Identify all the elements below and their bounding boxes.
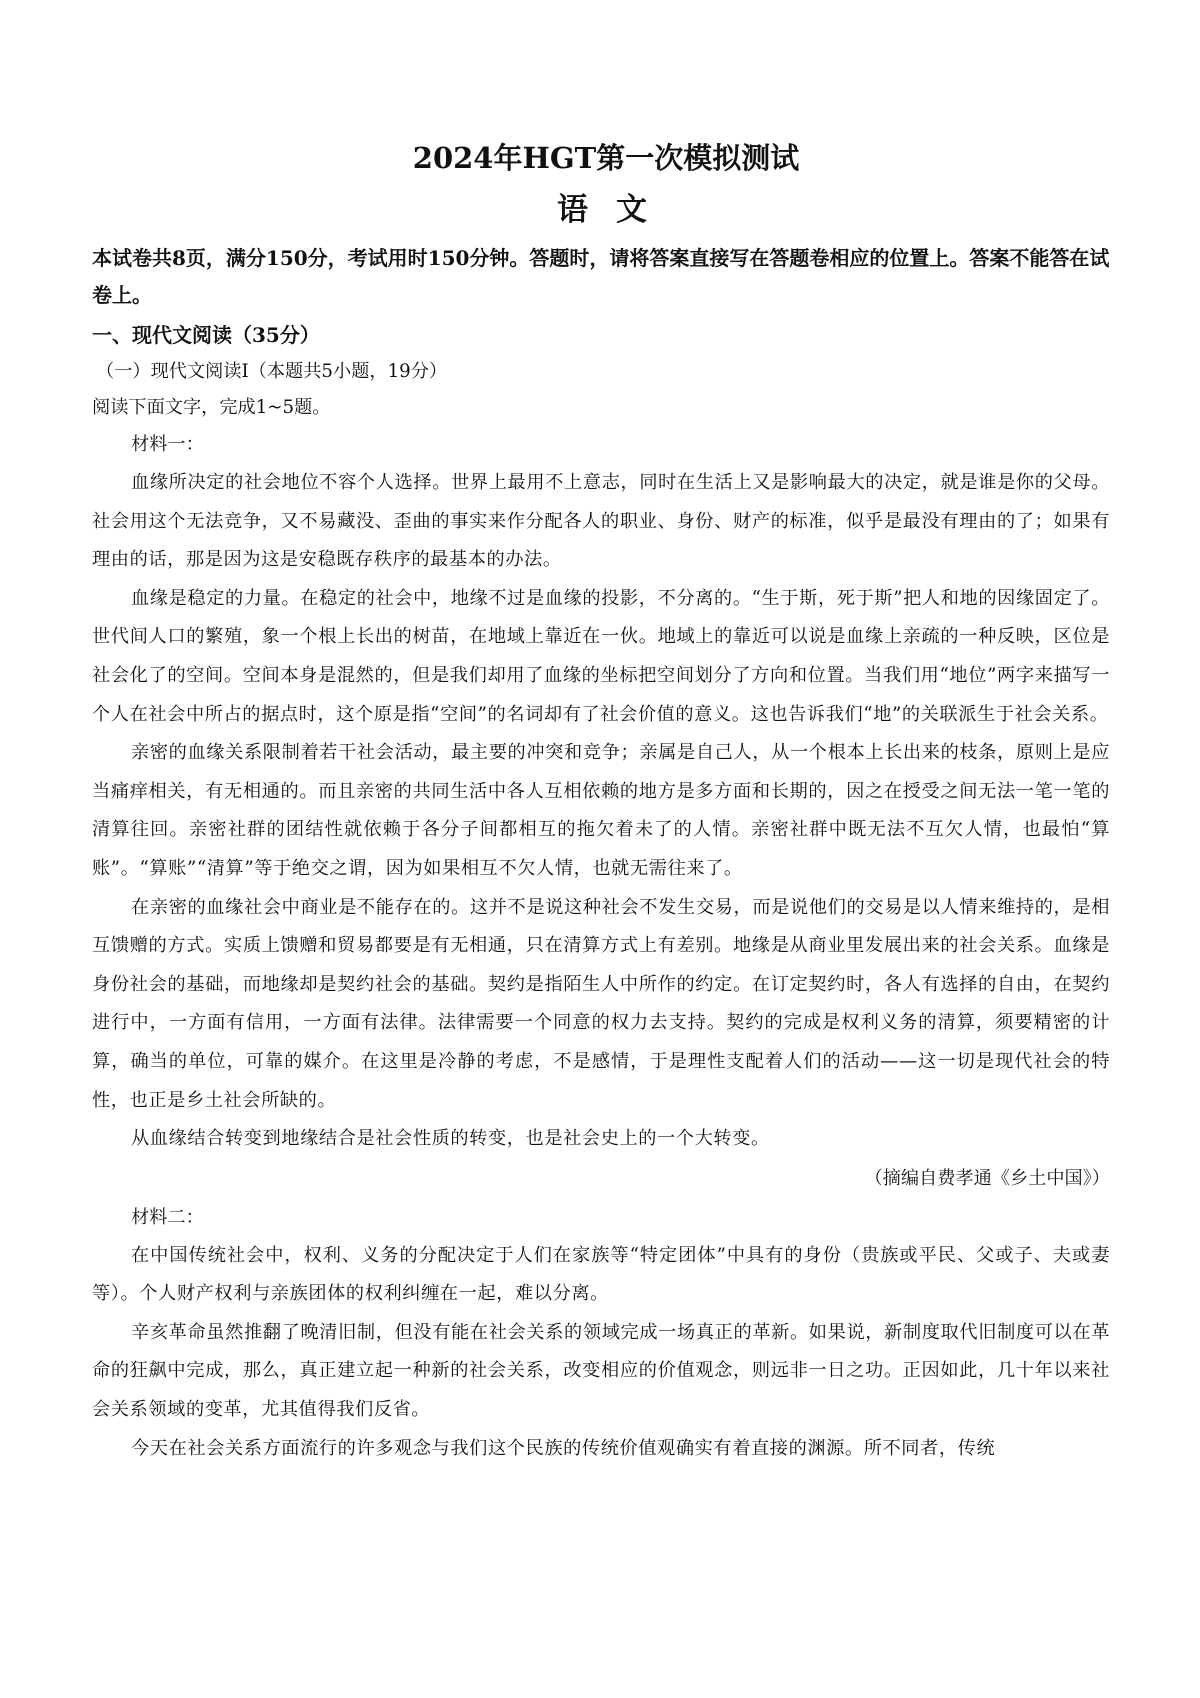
subsection-heading: （一）现代文阅读Ⅰ（本题共5小题，19分） bbox=[96, 361, 448, 382]
material-one-paragraph: 血缘是稳定的力量。在稳定的社会中，地缘不过是血缘的投影，不分离的。“生于斯，死于斯”把人和地的因缘固定了。世代间人口的繁殖，象一个根上长出的树苗，在地域上靠近在一伙。地域上的靠近可以说是血缘上亲疏的一种反映，区位是社会化了的空间。空间本身是混然的，但是我们却用了血缘的坐标把空间划分了方向和位置。当我们用“地位”两字来描写一个人在社会中所占的据点时，这个原是指“空间”的名词却有了社会价值的意义。这也告诉我们“地”的关联派生于社会关系。 bbox=[92, 587, 1110, 725]
exam-notice: 本试卷共8页，满分150分，考试用时150分钟。答题时，请将答案直接写在答题卷相应的位置上。答案不能答在试卷上。 bbox=[92, 246, 1110, 307]
exam-title: 2024年HGT第一次模拟测试 bbox=[412, 141, 800, 175]
material-two-paragraph: 今天在社会关系方面流行的许多观念与我们这个民族的传统价值观确实有着直接的渊源。所不同者，传统 bbox=[131, 1437, 996, 1459]
subject-title: 语文 bbox=[557, 192, 675, 228]
exam-page bbox=[92, 138, 1110, 1468]
material-two-label: 材料二： bbox=[131, 1206, 204, 1228]
material-one-source: （摘编自费孝通《乡土中国》） bbox=[864, 1167, 1110, 1189]
material-one-label: 材料一： bbox=[131, 434, 204, 455]
material-two-paragraph: 辛亥革命虽然推翻了晚清旧制，但没有能在社会关系的领域完成一场真正的革新。如果说，新制度取代旧制度可以在革命的狂飙中完成，那么，真正建立起一种新的社会关系，改变相应的价值观念，则远非一日之功。正因如此，几十年以来社会关系领域的变革，尤其值得我们反省。 bbox=[92, 1321, 1110, 1421]
material-one-paragraph: 亲密的血缘关系限制着若干社会活动，最主要的冲突和竞争；亲属是自己人，从一个根本上长出来的枝条，原则上是应当痛痒相关，有无相通的。而且亲密的共同生活中各人互相依赖的地方是多方面和长期的，因之在授受之间无法一笔一笔的清算往回。亲密社群的团结性就依赖于各分子间都相互的拖欠着未了的人情。亲密社群中既无法不互欠人情，也最怕“算账”。“算账”“清算”等于绝交之谓，因为如果相互不欠人情，也就无需往来了。 bbox=[92, 742, 1110, 879]
section-heading: 一、现代文阅读（35分） bbox=[92, 323, 320, 347]
reading-instruction: 阅读下面文字，完成1~5题。 bbox=[92, 397, 331, 418]
material-one-paragraph: 在亲密的血缘社会中商业是不能存在的。这并不是说这种社会不发生交易，而是说他们的交易是以人情来维持的，是相互馈赠的方式。实质上馈赠和贸易都要是有无相通，只在清算方式上有差别。地缘是从商业里发展出来的社会关系。血缘是身份社会的基础，而地缘却是契约社会的基础。契约是指陌生人中所作的约定。在订定契约时，各人有选择的自由，在契约进行中，一方面有信用，一方面有法律。法律需要一个同意的权力去支持。契约的完成是权利义务的清算，须要精密的计算，确当的单位，可靠的媒介。在这里是冷静的考虑，不是感情，于是理性支配着人们的活动——这一切是现代社会的特性，也正是乡土社会所缺的。 bbox=[92, 896, 1110, 1111]
material-one-paragraph: 血缘所决定的社会地位不容个人选择。世界上最用不上意志，同时在生活上又是影响最大的决定，就是谁是你的父母。社会用这个无法竞争，又不易藏没、歪曲的事实来作分配各人的职业、身份、财产的标准，似乎是最没有理由的了；如果有理由的话，那是因为这是安稳既存秩序的最基本的办法。 bbox=[92, 472, 1110, 571]
material-one-paragraph: 从血缘结合转变到地缘结合是社会性质的转变，也是社会史上的一个大转变。 bbox=[131, 1128, 770, 1150]
material-two-paragraph: 在中国传统社会中，权利、义务的分配决定于人们在家族等“特定团体”中具有的身份（贵族或平民、父或子、夫或妻等）。个人财产权利与亲族团体的权利纠缠在一起，难以分离。 bbox=[92, 1244, 1110, 1305]
